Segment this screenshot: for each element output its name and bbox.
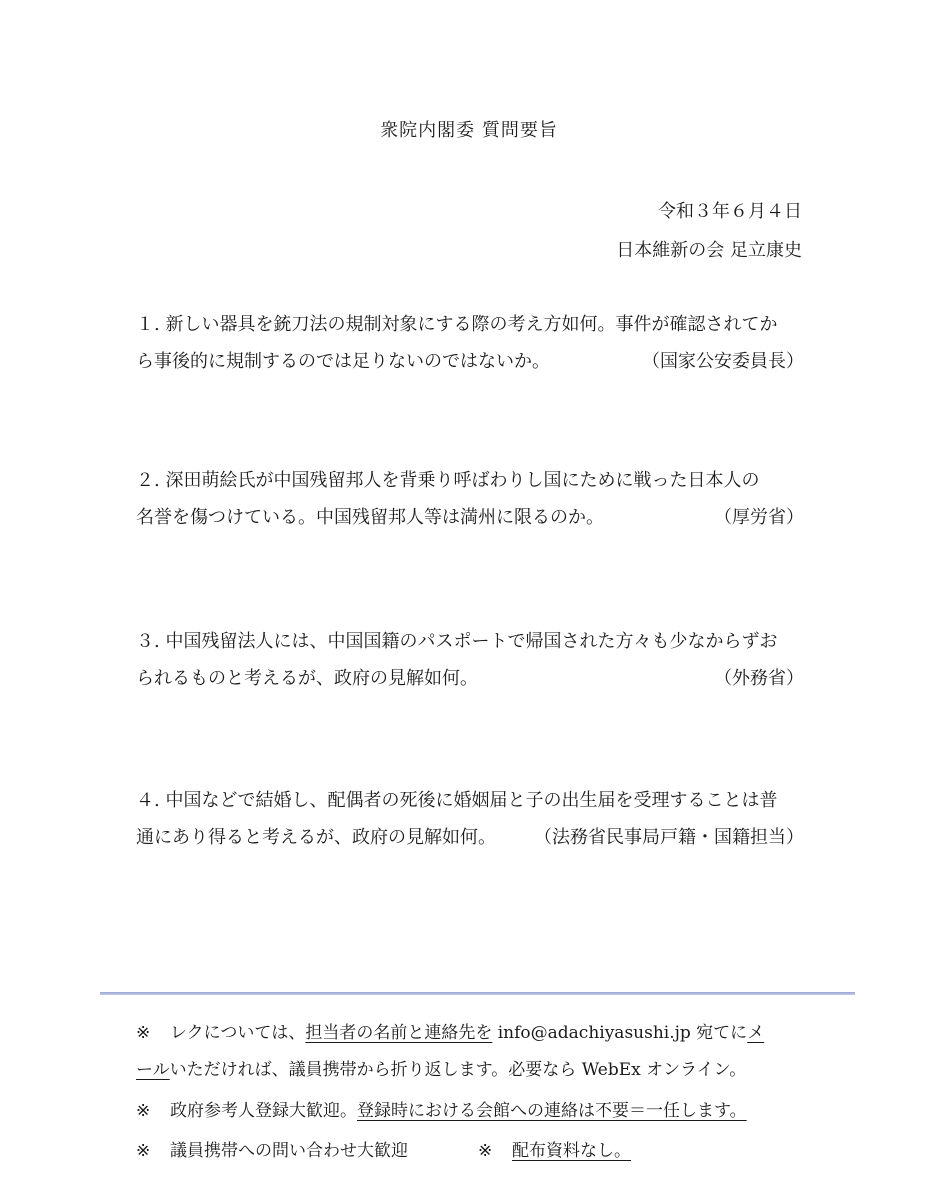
question-1-line-2: ら事後的に規制するのでは足りないのではないか。 (136, 351, 550, 372)
question-1 (136, 306, 804, 380)
question-2-line-1: ２. 深田萌絵氏が中国残留邦人を背乗り呼ばわりし国にために戦った日本人の (136, 470, 760, 491)
question-2 (136, 462, 804, 536)
question-4-line-1: ４. 中国などで結婚し、配偶者の死後に婚姻届と子の出生届を受理することは普 (136, 790, 778, 811)
note-mark: ※ (136, 1101, 151, 1121)
note-mark: ※ (478, 1141, 493, 1161)
question-4-line-2: 通にあり得ると考えるが、政府の見解如何。 (136, 827, 496, 848)
question-2-ministry: （厚労省） (714, 507, 804, 528)
question-1-line-1: １. 新しい器具を銃刀法の規制対象にする際の考え方如何。事件が確認されてか (136, 314, 778, 335)
question-2-line-2: 名誉を傷つけている。中国残留邦人等は満州に限るのか。 (136, 507, 604, 528)
note-mark: ※ (136, 1023, 151, 1043)
note-2-text-a: 政府参考人登録大歓迎。 (170, 1101, 357, 1121)
document-date: 令和３年６月４日 (658, 201, 802, 222)
note-3-underlined: 配布資料なし。 (512, 1141, 631, 1161)
note-2-underlined: 登録時における会館への連絡は不要＝一任します。 (357, 1101, 747, 1121)
question-3 (136, 623, 804, 697)
note-1-underlined-mail-end: ール (136, 1060, 170, 1080)
question-3-ministry: （外務省） (714, 668, 804, 689)
note-2 (136, 1093, 804, 1129)
note-1-text-a: レクについては、 (170, 1023, 306, 1043)
note-1-text-rest: いただければ、議員携帯から折り返します。必要なら WebEx オンライン。 (169, 1060, 747, 1080)
note-1-email-text: info@adachiyasushi.jp 宛てに (492, 1023, 748, 1043)
question-1-ministry: （国家公安委員長） (642, 351, 804, 372)
question-3-line-2: られるものと考えるが、政府の見解如何。 (136, 668, 478, 689)
document-title: 衆院内閣委 質問要旨 (380, 120, 558, 141)
document-author: 日本維新の会 足立康史 (616, 240, 802, 261)
note-mark: ※ (136, 1141, 151, 1161)
note-3 (136, 1133, 804, 1169)
section-divider (100, 992, 855, 995)
note-1-line-2 (136, 1052, 804, 1088)
question-3-line-1: ３. 中国残留法人には、中国国籍のパスポートで帰国された方々も少なからずお (136, 631, 778, 652)
note-1-line-1 (136, 1015, 804, 1051)
question-4-ministry: （法務省民事局戸籍・国籍担当） (534, 827, 804, 848)
note-3-text-a: 議員携帯への問い合わせ大歓迎 (170, 1141, 408, 1161)
question-4 (136, 782, 804, 856)
note-1-underlined-mail-start: メ (747, 1023, 765, 1043)
note-1-underlined-contact: 担当者の名前と連絡先を (305, 1023, 493, 1043)
